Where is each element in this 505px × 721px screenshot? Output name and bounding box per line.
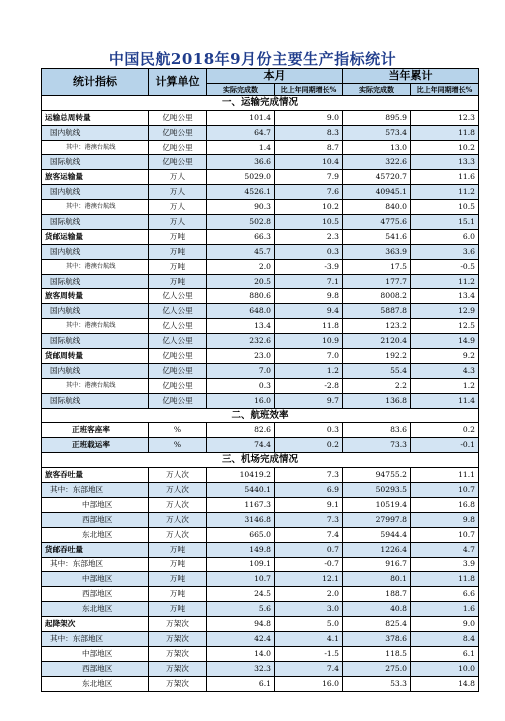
row-unit: 万人次 [149,468,207,483]
row-name: 其中：港澳台航线 [42,140,149,155]
row-ytd-actual: 136.8 [343,393,411,408]
table-row [42,110,479,125]
row-name: 东北地区 [42,676,149,691]
row-ytd-actual: 363.9 [343,244,411,259]
row-ytd-yoy: 9.8 [411,512,479,527]
row-name: 其中：港澳台航线 [42,259,149,274]
row-month-yoy: 11.8 [275,319,343,334]
row-month-yoy: 10.9 [275,334,343,349]
table-row [42,274,479,289]
row-ytd-actual: 8008.2 [343,289,411,304]
row-month-actual: 23.0 [207,349,275,364]
row-name: 国际航线 [42,274,149,289]
row-month-actual: 3146.8 [207,512,275,527]
row-name: 其中：港澳台航线 [42,319,149,334]
row-month-yoy: 16.0 [275,676,343,691]
row-unit: 亿人公里 [149,319,207,334]
row-month-actual: 648.0 [207,304,275,319]
table-row [42,483,479,498]
row-month-actual: 13.4 [207,319,275,334]
table-row [42,542,479,557]
row-ytd-actual: 4775.6 [343,215,411,230]
row-ytd-actual: 10519.4 [343,497,411,512]
header-ytd: 当年累计 [343,69,479,84]
row-name: 起降架次 [42,617,149,632]
row-name: 其中：东部地区 [42,483,149,498]
row-unit: 万吨 [149,602,207,617]
row-month-yoy: 9.8 [275,289,343,304]
row-ytd-actual: 73.3 [343,438,411,453]
row-name: 国内航线 [42,244,149,259]
row-ytd-actual: 27997.8 [343,512,411,527]
row-month-actual: 14.0 [207,646,275,661]
row-month-actual: 42.4 [207,631,275,646]
row-ytd-yoy: 11.8 [411,125,479,140]
row-unit: 万人 [149,215,207,230]
row-ytd-yoy: 10.2 [411,140,479,155]
table-row [42,170,479,185]
row-month-actual: 90.3 [207,200,275,215]
row-unit: 万吨 [149,229,207,244]
row-unit: 万吨 [149,274,207,289]
row-month-yoy: 0.3 [275,244,343,259]
table-row [42,631,479,646]
row-month-yoy: 7.0 [275,349,343,364]
section-title: 二、航班效率 [42,408,479,423]
row-month-actual: 20.5 [207,274,275,289]
row-month-yoy: 2.3 [275,229,343,244]
row-name: 其中：港澳台航线 [42,200,149,215]
row-ytd-actual: 541.6 [343,229,411,244]
section-title: 三、机场完成情况 [42,453,479,468]
row-ytd-yoy: 13.4 [411,289,479,304]
row-unit: 万人 [149,170,207,185]
row-month-actual: 82.6 [207,423,275,438]
row-name: 东北地区 [42,527,149,542]
table-row [42,334,479,349]
table-row [42,393,479,408]
row-name: 其中：港澳台航线 [42,378,149,393]
table-row [42,319,479,334]
row-unit: 万架次 [149,661,207,676]
row-month-yoy: 7.9 [275,170,343,185]
row-month-yoy: 0.2 [275,438,343,453]
row-month-actual: 66.3 [207,229,275,244]
row-name: 国内航线 [42,125,149,140]
row-ytd-yoy: 10.7 [411,483,479,498]
row-unit: 万人次 [149,527,207,542]
row-month-actual: 2.0 [207,259,275,274]
row-month-yoy: -1.5 [275,646,343,661]
row-ytd-yoy: 12.5 [411,319,479,334]
row-month-actual: 10.7 [207,572,275,587]
row-month-yoy: 7.3 [275,512,343,527]
row-name: 旅客吞吐量 [42,468,149,483]
row-ytd-actual: 275.0 [343,661,411,676]
row-ytd-actual: 2120.4 [343,334,411,349]
row-month-actual: 880.6 [207,289,275,304]
row-unit: 万吨 [149,259,207,274]
row-month-yoy: -2.8 [275,378,343,393]
row-ytd-yoy: 6.0 [411,229,479,244]
header-ytd-actual: 实际完成数 [343,83,411,95]
row-name: 国内航线 [42,363,149,378]
row-name: 旅客周转量 [42,289,149,304]
row-month-actual: 16.0 [207,393,275,408]
row-ytd-actual: 840.0 [343,200,411,215]
table-body [42,95,479,691]
table-row [42,438,479,453]
row-name: 中部地区 [42,497,149,512]
row-name: 国际航线 [42,215,149,230]
statistics-table [41,68,479,692]
table-row [42,497,479,512]
row-month-yoy: 7.3 [275,468,343,483]
row-unit: % [149,423,207,438]
row-month-actual: 94.8 [207,617,275,632]
row-month-yoy: -0.7 [275,557,343,572]
row-name: 国际航线 [42,155,149,170]
row-ytd-yoy: 3.6 [411,244,479,259]
row-month-actual: 149.8 [207,542,275,557]
table-row [42,423,479,438]
table-row [42,259,479,274]
row-unit: 万架次 [149,617,207,632]
row-name: 旅客运输量 [42,170,149,185]
row-ytd-yoy: 4.7 [411,542,479,557]
table-row [42,617,479,632]
row-unit: 亿吨公里 [149,125,207,140]
row-ytd-actual: 80.1 [343,572,411,587]
row-month-actual: 502.8 [207,215,275,230]
row-unit: 亿吨公里 [149,378,207,393]
row-ytd-yoy: 8.4 [411,631,479,646]
row-month-yoy: 2.0 [275,587,343,602]
header-unit: 计算单位 [149,69,207,96]
row-ytd-actual: 2.2 [343,378,411,393]
row-ytd-yoy: -0.5 [411,259,479,274]
row-ytd-yoy: 9.2 [411,349,479,364]
row-ytd-yoy: 11.2 [411,185,479,200]
row-name: 货邮周转量 [42,349,149,364]
table-row [42,587,479,602]
row-ytd-actual: 40.8 [343,602,411,617]
table-row [42,527,479,542]
row-unit: 万吨 [149,557,207,572]
row-ytd-actual: 13.0 [343,140,411,155]
row-month-yoy: 7.1 [275,274,343,289]
row-ytd-actual: 50293.5 [343,483,411,498]
header-month: 本月 [207,69,343,84]
row-month-yoy: 8.7 [275,140,343,155]
row-ytd-yoy: 15.1 [411,215,479,230]
section-header [42,453,479,468]
row-month-actual: 1.4 [207,140,275,155]
row-unit: 万人 [149,200,207,215]
row-unit: 万吨 [149,572,207,587]
row-ytd-actual: 895.9 [343,110,411,125]
row-ytd-actual: 40945.1 [343,185,411,200]
row-month-actual: 10419.2 [207,468,275,483]
row-month-yoy: 8.3 [275,125,343,140]
table-row [42,557,479,572]
table-row [42,215,479,230]
row-month-actual: 32.3 [207,661,275,676]
row-month-yoy: 0.7 [275,542,343,557]
row-month-actual: 109.1 [207,557,275,572]
row-unit: % [149,438,207,453]
row-month-yoy: 9.4 [275,304,343,319]
row-unit: 亿吨公里 [149,349,207,364]
row-name: 国际航线 [42,393,149,408]
row-ytd-actual: 322.6 [343,155,411,170]
row-ytd-yoy: 6.6 [411,587,479,602]
row-month-yoy: 0.3 [275,423,343,438]
row-ytd-actual: 825.4 [343,617,411,632]
row-unit: 亿吨公里 [149,140,207,155]
row-ytd-actual: 45720.7 [343,170,411,185]
row-ytd-yoy: 10.7 [411,527,479,542]
row-ytd-yoy: 14.8 [411,676,479,691]
row-month-yoy: 9.0 [275,110,343,125]
row-ytd-actual: 55.4 [343,363,411,378]
row-ytd-yoy: 10.5 [411,200,479,215]
row-ytd-actual: 188.7 [343,587,411,602]
row-month-actual: 232.6 [207,334,275,349]
row-ytd-actual: 53.3 [343,676,411,691]
row-ytd-actual: 5944.4 [343,527,411,542]
row-unit: 万架次 [149,631,207,646]
row-month-actual: 4526.1 [207,185,275,200]
row-ytd-actual: 573.4 [343,125,411,140]
row-ytd-yoy: 12.9 [411,304,479,319]
row-unit: 万架次 [149,646,207,661]
row-ytd-yoy: 11.6 [411,170,479,185]
row-ytd-yoy: 16.8 [411,497,479,512]
row-name: 货邮吞吐量 [42,542,149,557]
table-row [42,378,479,393]
row-ytd-actual: 177.7 [343,274,411,289]
row-name: 西部地区 [42,661,149,676]
row-month-actual: 74.4 [207,438,275,453]
row-month-yoy: 4.1 [275,631,343,646]
row-unit: 万吨 [149,542,207,557]
table-row [42,512,479,527]
row-ytd-yoy: 11.4 [411,393,479,408]
row-month-actual: 5440.1 [207,483,275,498]
row-month-actual: 36.6 [207,155,275,170]
row-ytd-actual: 83.6 [343,423,411,438]
row-ytd-yoy: 11.2 [411,274,479,289]
row-unit: 亿吨公里 [149,155,207,170]
row-ytd-actual: 1226.4 [343,542,411,557]
header-month-yoy: 比上年同期增长% [275,83,343,95]
row-name: 国内航线 [42,304,149,319]
table-row [42,155,479,170]
section-header [42,95,479,110]
table-row [42,572,479,587]
row-month-yoy: 1.2 [275,363,343,378]
row-month-actual: 5029.0 [207,170,275,185]
row-name: 国际航线 [42,334,149,349]
row-ytd-actual: 192.2 [343,349,411,364]
row-month-yoy: 9.7 [275,393,343,408]
row-name: 正班载运率 [42,438,149,453]
row-ytd-actual: 118.5 [343,646,411,661]
row-month-yoy: 3.0 [275,602,343,617]
row-month-yoy: 12.1 [275,572,343,587]
row-month-yoy: 5.0 [275,617,343,632]
row-unit: 亿吨公里 [149,393,207,408]
table-row [42,200,479,215]
row-ytd-actual: 5887.8 [343,304,411,319]
table-row [42,363,479,378]
row-ytd-actual: 94755.2 [343,468,411,483]
row-month-yoy: 10.2 [275,200,343,215]
row-month-actual: 7.0 [207,363,275,378]
row-ytd-yoy: 10.0 [411,661,479,676]
header-indicator: 统计指标 [42,69,149,96]
row-name: 其中：东部地区 [42,631,149,646]
row-month-yoy: 7.4 [275,661,343,676]
row-unit: 亿吨公里 [149,363,207,378]
table-row [42,468,479,483]
table-row [42,646,479,661]
row-name: 西部地区 [42,512,149,527]
row-month-actual: 1167.3 [207,497,275,512]
row-month-yoy: 7.6 [275,185,343,200]
row-unit: 万吨 [149,244,207,259]
section-title: 一、运输完成情况 [42,95,479,110]
row-month-actual: 0.3 [207,378,275,393]
row-unit: 万人次 [149,512,207,527]
table-row [42,676,479,691]
row-unit: 亿人公里 [149,304,207,319]
header-month-actual: 实际完成数 [207,83,275,95]
row-ytd-yoy: 14.9 [411,334,479,349]
row-month-actual: 45.7 [207,244,275,259]
row-ytd-yoy: 13.3 [411,155,479,170]
table-row [42,661,479,676]
row-name: 货邮运输量 [42,229,149,244]
row-ytd-yoy: 12.3 [411,110,479,125]
row-name: 正班客座率 [42,423,149,438]
row-unit: 亿人公里 [149,334,207,349]
row-month-yoy: 9.1 [275,497,343,512]
row-month-actual: 6.1 [207,676,275,691]
table-row [42,140,479,155]
row-ytd-yoy: 0.2 [411,423,479,438]
row-month-actual: 24.5 [207,587,275,602]
row-name: 中部地区 [42,646,149,661]
row-month-yoy: 6.9 [275,483,343,498]
row-month-actual: 665.0 [207,527,275,542]
table-row [42,185,479,200]
row-month-actual: 64.7 [207,125,275,140]
row-ytd-actual: 17.5 [343,259,411,274]
row-month-yoy: 7.4 [275,527,343,542]
table-row [42,125,479,140]
row-unit: 万吨 [149,587,207,602]
row-month-yoy: 10.4 [275,155,343,170]
page-title: 中国民航2018年9月份主要生产指标统计 [108,50,397,68]
row-month-actual: 5.6 [207,602,275,617]
row-name: 中部地区 [42,572,149,587]
row-ytd-yoy: -0.1 [411,438,479,453]
row-unit: 万人次 [149,483,207,498]
row-name: 运输总周转量 [42,110,149,125]
row-ytd-yoy: 3.9 [411,557,479,572]
row-month-yoy: 10.5 [275,215,343,230]
row-unit: 亿吨公里 [149,110,207,125]
row-name: 东北地区 [42,602,149,617]
row-ytd-yoy: 11.8 [411,572,479,587]
row-ytd-actual: 378.6 [343,631,411,646]
row-month-yoy: -3.9 [275,259,343,274]
table-row [42,289,479,304]
row-ytd-yoy: 4.3 [411,363,479,378]
row-month-actual: 101.4 [207,110,275,125]
row-ytd-yoy: 6.1 [411,646,479,661]
row-ytd-actual: 123.2 [343,319,411,334]
row-ytd-actual: 916.7 [343,557,411,572]
table-row [42,229,479,244]
row-ytd-yoy: 1.6 [411,602,479,617]
row-ytd-yoy: 1.2 [411,378,479,393]
row-unit: 万人 [149,185,207,200]
table-row [42,304,479,319]
row-name: 国内航线 [42,185,149,200]
row-unit: 万人次 [149,497,207,512]
table-row [42,244,479,259]
row-name: 其中：东部地区 [42,557,149,572]
row-ytd-yoy: 11.1 [411,468,479,483]
row-ytd-yoy: 9.0 [411,617,479,632]
table-row [42,602,479,617]
section-header [42,408,479,423]
header-ytd-yoy: 比上年同期增长% [411,83,479,95]
row-unit: 亿人公里 [149,289,207,304]
row-name: 西部地区 [42,587,149,602]
table-row [42,349,479,364]
row-unit: 万架次 [149,676,207,691]
